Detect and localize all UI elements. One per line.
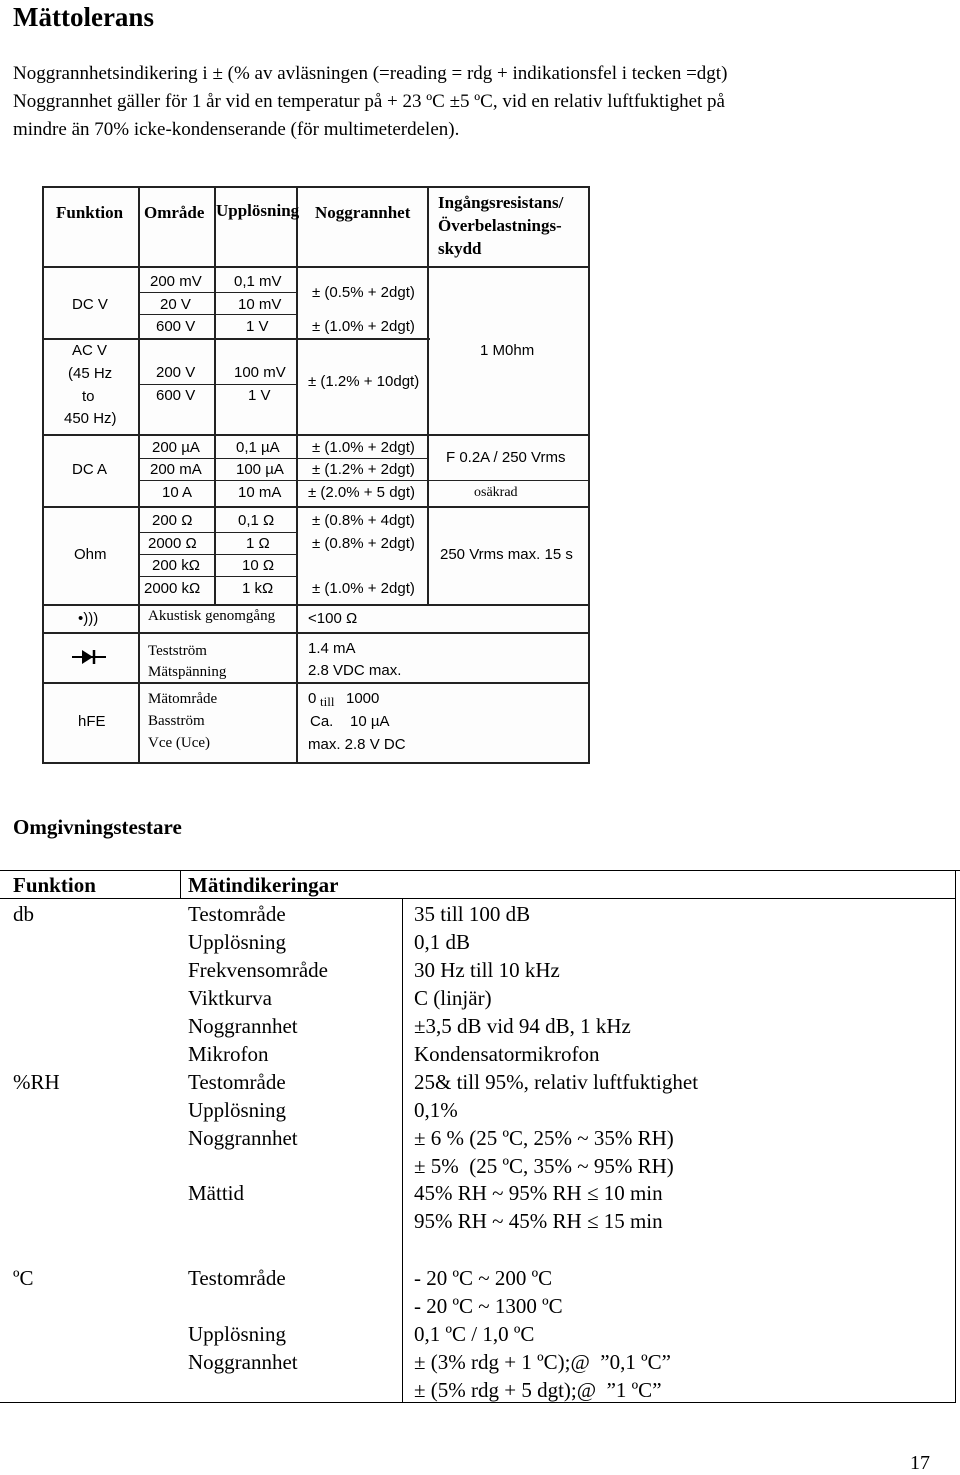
input-resistance: 1 M0hm bbox=[480, 342, 535, 359]
hfe-range-till: till bbox=[320, 694, 335, 709]
spec-header: Område bbox=[144, 203, 205, 222]
page-title: Mättolerans bbox=[13, 2, 154, 32]
diode-value: 1.4 mA bbox=[308, 640, 356, 657]
unfused-note: osäkrad bbox=[474, 485, 518, 500]
resolution-cell: 0,1 µA bbox=[236, 439, 280, 456]
resolution-cell: 100 mV bbox=[234, 364, 286, 381]
hfe-value: max. 2.8 V DC bbox=[308, 736, 406, 753]
range-cell: 200 kΩ bbox=[152, 557, 200, 574]
measure-value: ± (3% rdg + 1 ºC);@ ”0,1 ºC” bbox=[414, 1350, 671, 1374]
hfe-range-to: 1000 bbox=[346, 690, 380, 707]
page-number: 17 bbox=[910, 1452, 930, 1474]
measure-value: C (linjär) bbox=[414, 986, 492, 1010]
measure-value: 0,1% bbox=[414, 1098, 458, 1122]
function-label: DC A bbox=[72, 461, 108, 478]
measure-value: - 20 ºC ~ 1300 ºC bbox=[414, 1294, 563, 1318]
measure-value: 0,1 dB bbox=[414, 930, 471, 954]
continuity-value: <100 Ω bbox=[308, 610, 358, 627]
measure-label: Upplösning bbox=[188, 1322, 287, 1346]
measure-value: ±3,5 dB vid 94 dB, 1 kHz bbox=[414, 1014, 631, 1038]
accuracy-cell: ± (1.2% + 2dgt) bbox=[312, 461, 415, 478]
intro-line: mindre än 70% icke-kondenserande (för multimeterdelen). bbox=[13, 119, 460, 140]
function-temperature: ºC bbox=[13, 1266, 34, 1290]
measure-value: ± (5% rdg + 5 dgt);@ ”1 ºC” bbox=[414, 1378, 662, 1402]
spec-header: Ingångsresistans/ bbox=[438, 193, 564, 212]
function-label: DC V bbox=[72, 296, 108, 313]
hfe-label: Vce (Uce) bbox=[148, 735, 211, 751]
accuracy-cell: ± (1.0% + 2dgt) bbox=[312, 318, 415, 335]
measure-value: - 20 ºC ~ 200 ºC bbox=[414, 1266, 553, 1290]
measure-label: Testområde bbox=[188, 902, 286, 926]
measure-value: 95% RH ~ 45% RH ≤ 15 min bbox=[414, 1209, 663, 1233]
resolution-cell: 10 Ω bbox=[242, 557, 275, 574]
measure-value: 30 Hz till 10 kHz bbox=[414, 958, 560, 982]
measure-label: Testområde bbox=[188, 1070, 286, 1094]
hfe-value: Ca. 10 µA bbox=[310, 713, 390, 730]
function-db: db bbox=[13, 902, 34, 926]
range-cell: 200 V bbox=[156, 364, 196, 381]
resolution-cell: 0,1 mV bbox=[234, 273, 282, 290]
measure-label: Frekvensområde bbox=[188, 958, 328, 982]
fuse-rating: F 0.2A / 250 Vrms bbox=[446, 449, 566, 466]
spec-header: skydd bbox=[438, 239, 482, 258]
measure-label: Viktkurva bbox=[188, 986, 272, 1010]
diode-icon bbox=[72, 648, 106, 666]
intro-line: Noggrannhet gäller för 1 år vid en temperatur på + 23 ºC ±5 ºC, vid en relativ luftfuktighet på bbox=[13, 91, 725, 112]
measure-label: Upplösning bbox=[188, 1098, 287, 1122]
range-cell: 200 Ω bbox=[152, 512, 193, 529]
column-header-measurements: Mätindikeringar bbox=[188, 873, 339, 897]
measure-label: Noggrannhet bbox=[188, 1126, 298, 1150]
measure-value: ± 6 % (25 ºC, 25% ~ 35% RH) bbox=[414, 1126, 674, 1150]
range-cell: 2000 kΩ bbox=[144, 580, 201, 597]
measure-label: Testområde bbox=[188, 1266, 286, 1290]
resolution-cell: 10 mV bbox=[238, 296, 282, 313]
range-cell: 200 µA bbox=[152, 439, 200, 456]
accuracy-cell: ± (1.0% + 2dgt) bbox=[312, 580, 415, 597]
measure-label: Noggrannhet bbox=[188, 1014, 298, 1038]
measure-value: ± 5% (25 ºC, 35% ~ 95% RH) bbox=[414, 1154, 674, 1178]
resolution-cell: 100 µA bbox=[236, 461, 284, 478]
measure-label: Noggrannhet bbox=[188, 1350, 298, 1374]
resolution-cell: 0,1 Ω bbox=[238, 512, 275, 529]
range-cell: 600 V bbox=[156, 387, 196, 404]
hfe-label: Mätområde bbox=[148, 691, 218, 707]
range-cell: 200 mV bbox=[150, 273, 202, 290]
accuracy-cell: ± (1.0% + 2dgt) bbox=[312, 439, 415, 456]
function-label: hFE bbox=[78, 713, 106, 730]
measure-label: Mättid bbox=[188, 1181, 244, 1205]
measure-value: 25& till 95%, relativ luftfuktighet bbox=[414, 1070, 699, 1094]
spec-header: Upplösning bbox=[216, 201, 300, 220]
spec-header: Överbelastnings- bbox=[438, 216, 562, 235]
range-cell: 10 A bbox=[162, 484, 193, 501]
accuracy-cell: ± (2.0% + 5 dgt) bbox=[308, 484, 416, 501]
intro-line: Noggrannhetsindikering i ± (% av avläsningen (=reading = rdg + indikationsfel i tecken =dgt) bbox=[13, 63, 728, 84]
function-rh: %RH bbox=[13, 1070, 60, 1094]
multimeter-spec-table bbox=[42, 186, 590, 764]
function-label: AC V bbox=[72, 342, 108, 359]
accuracy-cell: ± (0.8% + 4dgt) bbox=[312, 512, 415, 529]
measure-value: 35 till 100 dB bbox=[414, 902, 531, 926]
measure-value: Kondensatormikrofon bbox=[414, 1042, 600, 1066]
resolution-cell: 1 V bbox=[246, 318, 269, 335]
range-cell: 20 V bbox=[160, 296, 191, 313]
measure-value: 45% RH ~ 95% RH ≤ 10 min bbox=[414, 1181, 663, 1205]
diode-label: Mätspänning bbox=[148, 664, 227, 680]
measure-label: Mikrofon bbox=[188, 1042, 269, 1066]
resolution-cell: 10 mA bbox=[238, 484, 282, 501]
range-cell: 600 V bbox=[156, 318, 196, 335]
function-label: (45 Hz bbox=[68, 365, 113, 382]
function-label: Ohm bbox=[74, 546, 107, 563]
resolution-cell: 1 V bbox=[248, 387, 271, 404]
resolution-cell: 1 kΩ bbox=[242, 580, 274, 597]
continuity-icon: •))) bbox=[78, 610, 99, 627]
measure-value: 0,1 ºC / 1,0 ºC bbox=[414, 1322, 535, 1346]
accuracy-cell: ± (0.8% + 2dgt) bbox=[312, 535, 415, 552]
range-cell: 200 mA bbox=[150, 461, 202, 478]
range-cell: 2000 Ω bbox=[148, 535, 197, 552]
resolution-cell: 1 Ω bbox=[246, 535, 270, 552]
spec-header: Funktion bbox=[56, 203, 124, 222]
measure-label: Upplösning bbox=[188, 930, 287, 954]
diode-label: Testström bbox=[148, 643, 207, 659]
section-title: Omgivningstestare bbox=[13, 815, 182, 839]
intro-paragraph bbox=[13, 60, 943, 144]
spec-header: Noggrannhet bbox=[315, 203, 411, 222]
function-label: 450 Hz) bbox=[64, 410, 117, 427]
hfe-range-from: 0 bbox=[308, 690, 317, 707]
column-header-function: Funktion bbox=[13, 873, 96, 897]
continuity-label: Akustisk genomgång bbox=[148, 608, 276, 624]
environment-tester-table bbox=[0, 870, 960, 1405]
function-label: to bbox=[82, 388, 95, 405]
hfe-label: Basström bbox=[148, 713, 205, 729]
overload-protection: 250 Vrms max. 15 s bbox=[440, 546, 573, 563]
accuracy-cell: ± (1.2% + 10dgt) bbox=[308, 373, 420, 390]
accuracy-cell: ± (0.5% + 2dgt) bbox=[312, 284, 415, 301]
diode-value: 2.8 VDC max. bbox=[308, 662, 402, 679]
